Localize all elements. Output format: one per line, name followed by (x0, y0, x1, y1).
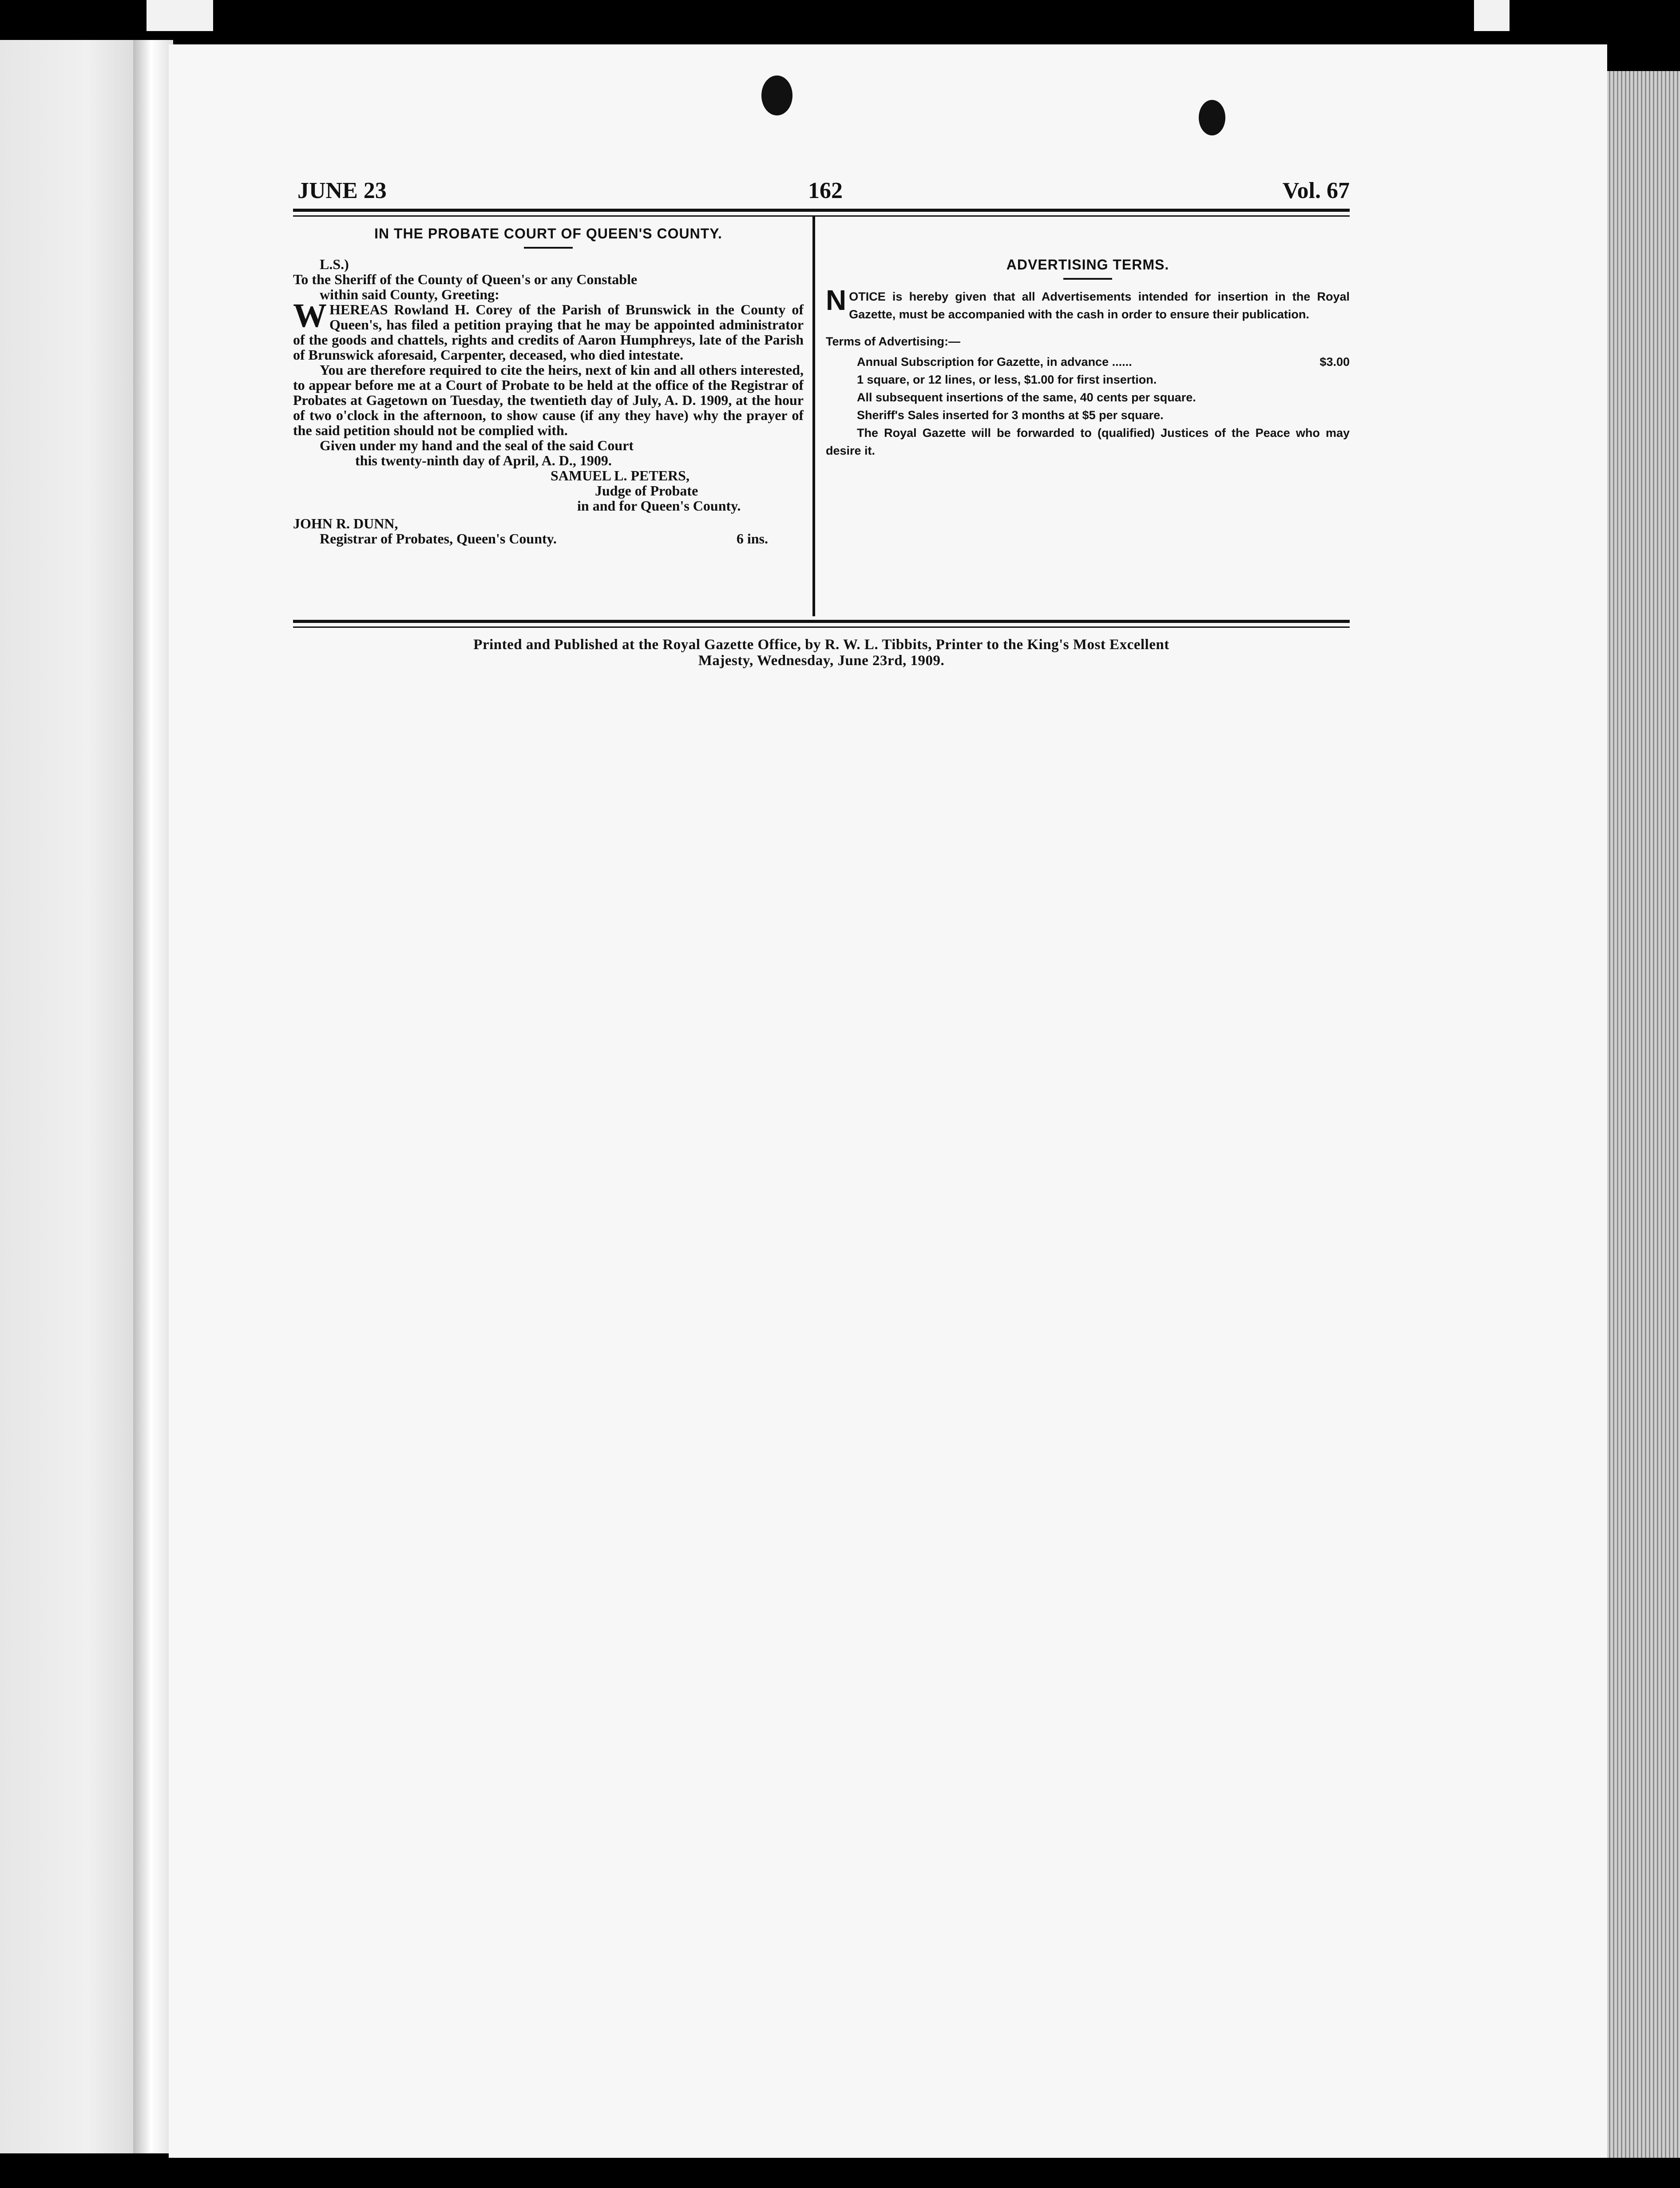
address-line: To the Sheriff of the County of Queen's or any Constable (293, 271, 638, 287)
advertising-term: The Royal Gazette will be forwarded to (qualified) Justices of the Peace who may desire it. (826, 426, 1350, 457)
page-number: 162 (808, 178, 843, 203)
imprint-line: Majesty, Wednesday, June 23rd, 1909. (698, 653, 945, 669)
scan-corner-tab (1474, 0, 1510, 31)
judge-name: SAMUEL L. PETERS, (551, 468, 689, 484)
advertising-term: 1 square, or 12 lines, or less, $1.00 for first insertion. (857, 373, 1157, 386)
adjacent-page-edge (0, 40, 147, 2153)
petition-paragraph (293, 297, 804, 363)
given-line: this twenty-ninth day of April, A. D., 1909. (355, 452, 612, 468)
subscription-price: $3.00 (1319, 355, 1350, 369)
petition-text: HEREAS Rowland H. Corey of the Parish of Brunswick in the County of Queen's, has filed a petition praying that he may be appointed administrator of the goods and chattels, rights and credits of Aaron Humphreys, late of the Parish of Brunswick aforesaid, Carpenter, deceased, who died intestate. (293, 301, 804, 363)
subscription-label: Annual Subscription for Gazette, in advance ...... (857, 355, 1132, 369)
volume-number: Vol. 67 (1282, 178, 1350, 203)
column-divider (812, 217, 815, 616)
advertising-terms (826, 223, 1350, 460)
advertising-title: ADVERTISING TERMS. (1006, 257, 1169, 273)
title-rule (524, 247, 573, 249)
terms-heading: Terms of Advertising:— (826, 335, 961, 348)
scan-corner-tab (147, 0, 213, 31)
probate-notice-title: IN THE PROBATE COURT OF QUEEN'S COUNTY. (374, 226, 722, 242)
advertising-notice (826, 284, 1350, 323)
registrar-title: Registrar of Probates, Queen's County. (320, 531, 557, 547)
subscription-term (826, 353, 1350, 371)
book-gutter (133, 40, 173, 2153)
scan-border (147, 2158, 1612, 2188)
registrar-line (293, 531, 804, 546)
page-content (293, 173, 1350, 669)
judge-county: in and for Queen's County. (577, 498, 741, 514)
address-line: within said County, Greeting: (320, 286, 499, 302)
advertising-term: All subsequent insertions of the same, 40 cents per square. (857, 391, 1196, 404)
binding-hole (1199, 100, 1225, 135)
drop-cap: N (826, 284, 847, 316)
advertising-term: Sheriff's Sales inserted for 3 months at $5 per square. (857, 408, 1164, 422)
page-stack-edges (1598, 71, 1680, 2158)
drop-cap: W (293, 297, 327, 334)
printer-imprint (293, 637, 1350, 669)
binding-hole (761, 75, 792, 115)
title-rule (1063, 278, 1112, 280)
judge-title: Judge of Probate (595, 483, 698, 499)
given-line: Given under my hand and the seal of the said Court (320, 437, 634, 453)
citation-paragraph: You are therefore required to cite the heirs, next of kin and all others interested, to appear before me at a Court of Probate to be held at the office of the Registrar of Probates at Gagetown on Tuesday, the twentieth day of July, A. D. 1909, at the hour of two o'clock in the afternoon, to show cause (if any they have) why the prayer of the said petition should not be complied with. (293, 362, 804, 438)
seal-mark: L.S.) (320, 256, 349, 272)
header-rule (293, 209, 1350, 217)
insertion-count: 6 ins. (736, 531, 768, 547)
issue-date: JUNE 23 (297, 178, 387, 203)
imprint-line: Printed and Published at the Royal Gazette Office, by R. W. L. Tibbits, Printer to the King's Most Excellent (473, 637, 1169, 653)
running-header (293, 173, 1350, 209)
footer-rule (293, 620, 1350, 628)
probate-notice (293, 223, 804, 546)
two-column-body (293, 217, 1350, 616)
registrar-name: JOHN R. DUNN, (293, 515, 398, 531)
notice-text: OTICE is hereby given that all Advertisements intended for insertion in the Royal Gazette, must be accompanied with the cash in order to ensure their publication. (849, 290, 1350, 321)
